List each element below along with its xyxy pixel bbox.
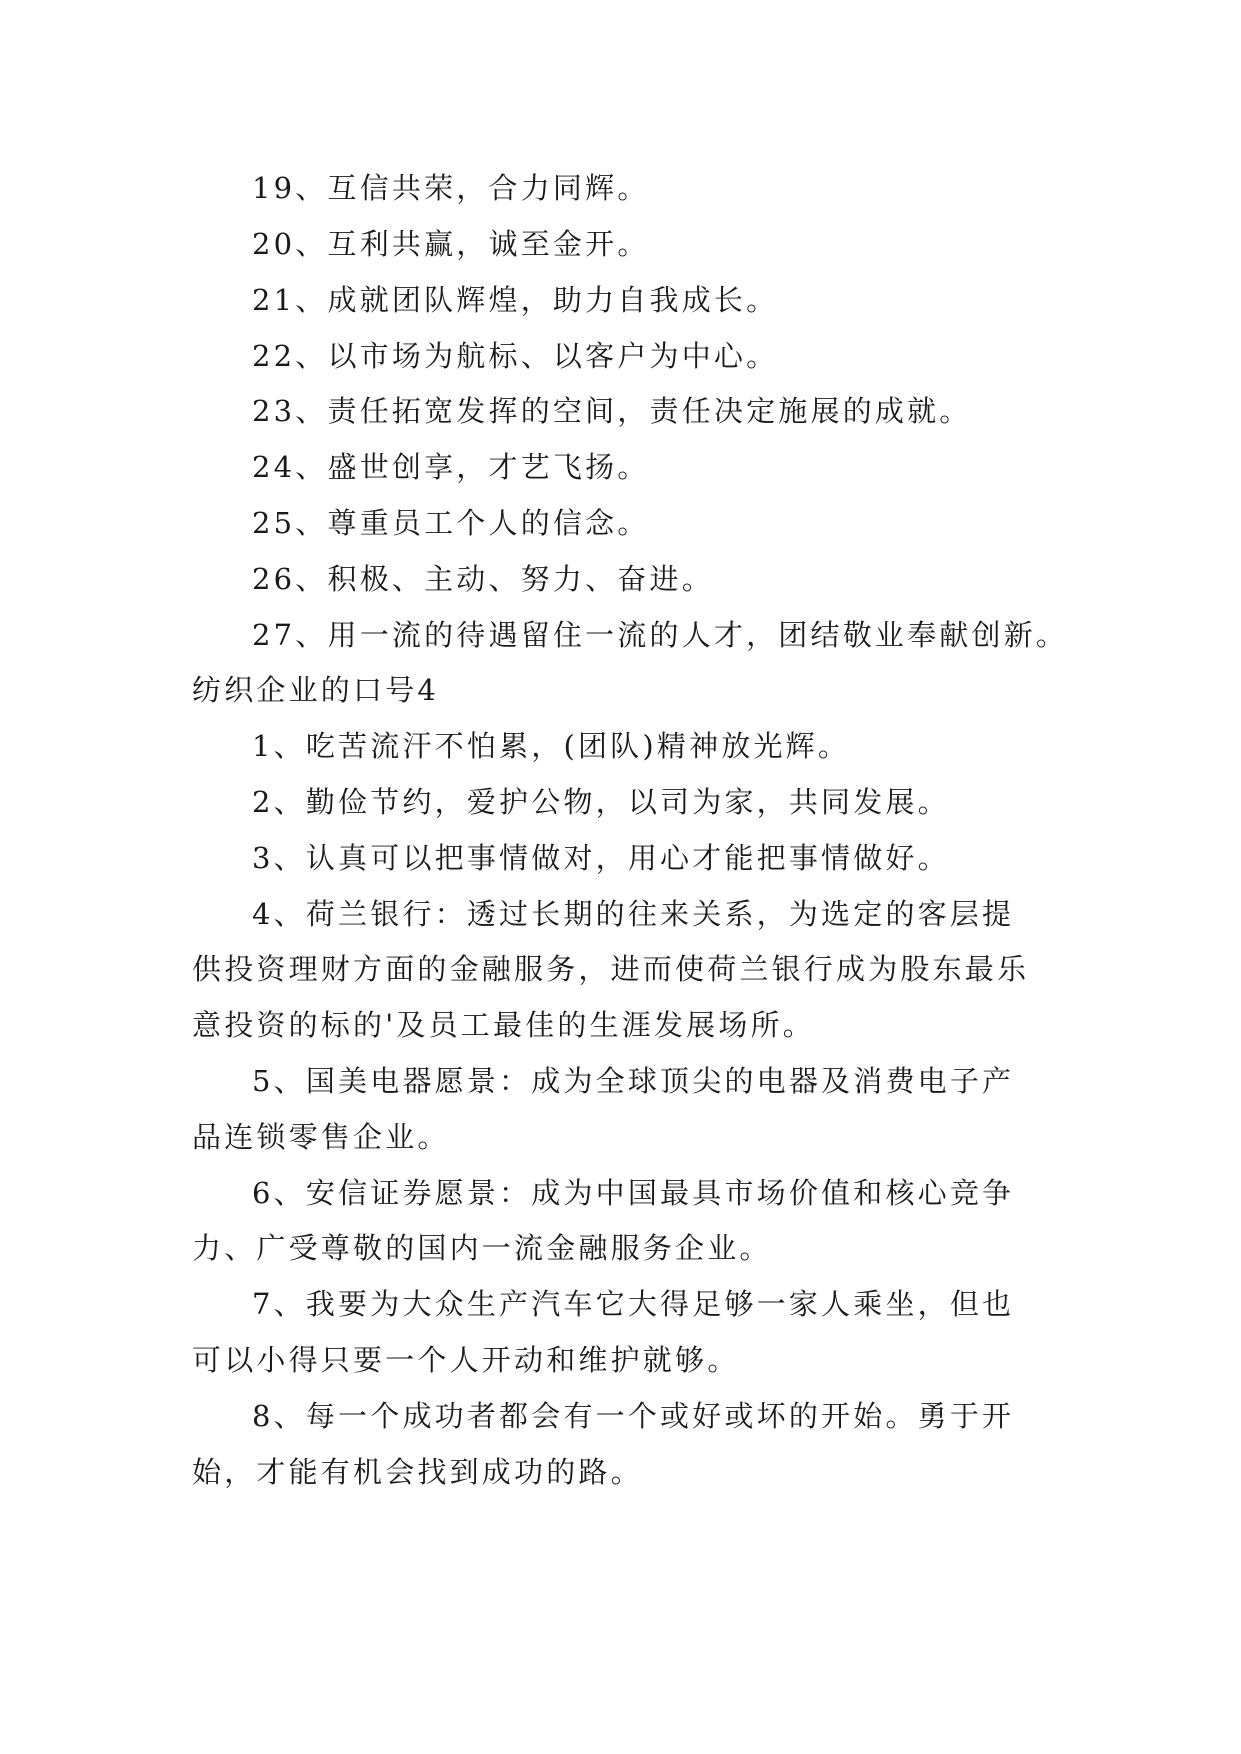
text-line: 22、以市场为航标、以客户为中心。	[252, 339, 779, 373]
text-line: 8、每一个成功者都会有一个或好或坏的开始。勇于开	[252, 1399, 1015, 1433]
text-line: 1、吃苦流汗不怕累，(团队)精神放光辉。	[252, 729, 851, 763]
text-line: 品连锁零售企业。	[192, 1120, 450, 1154]
text-line: 2、勤俭节约，爱护公物，以司为家，共同发展。	[252, 785, 950, 819]
text-line: 6、安信证券愿景：成为中国最具市场价值和核心竞争	[252, 1176, 1015, 1210]
text-line: 7、我要为大众生产汽车它大得足够一家人乘坐，但也	[252, 1287, 1015, 1321]
text-line: 意投资的标的'及员工最佳的生涯发展场所。	[192, 1008, 815, 1042]
text-line: 27、用一流的待遇留住一流的人才，团结敬业奉献创新。	[252, 618, 1069, 652]
text-line: 3、认真可以把事情做对，用心才能把事情做好。	[252, 841, 950, 875]
text-line: 21、成就团队辉煌，助力自我成长。	[252, 283, 779, 317]
text-line: 19、互信共荣，合力同辉。	[252, 171, 650, 205]
text-line: 5、国美电器愿景：成为全球顶尖的电器及消费电子产	[252, 1064, 1015, 1098]
text-line: 20、互利共赢，诚至金开。	[252, 227, 650, 261]
text-line: 可以小得只要一个人开动和维护就够。	[192, 1343, 740, 1377]
text-line: 24、盛世创享，才艺飞扬。	[252, 450, 650, 484]
text-line: 25、尊重员工个人的信念。	[252, 506, 650, 540]
text-line: 供投资理财方面的金融服务，进而使荷兰银行成为股东最乐	[192, 952, 1030, 986]
section-heading: 纺织企业的口号4	[192, 673, 440, 707]
text-line: 26、积极、主动、努力、奋进。	[252, 562, 714, 596]
text-line: 始，才能有机会找到成功的路。	[192, 1455, 643, 1489]
text-line: 4、荷兰银行：透过长期的往来关系，为选定的客层提	[252, 897, 1015, 931]
text-line: 力、广受尊敬的国内一流金融服务企业。	[192, 1231, 772, 1265]
text-line: 23、责任拓宽发挥的空间，责任决定施展的成就。	[252, 394, 972, 428]
